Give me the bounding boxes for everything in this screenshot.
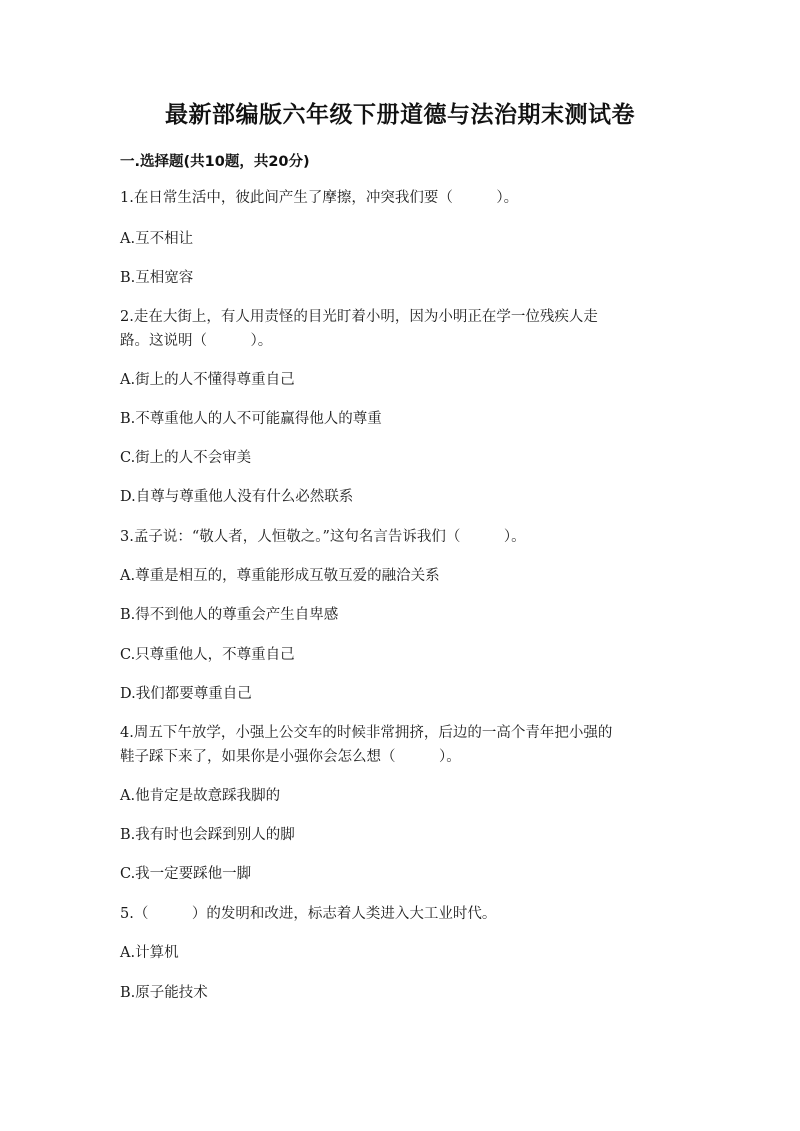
question-2-stem-line-1: 2.走在大街上，有人用责怪的目光盯着小明，因为小明正在学一位残疾人走 (120, 309, 598, 325)
question-5-stem: 5.（ ）的发明和改进，标志着人类进入大工业时代。 (120, 906, 497, 922)
question-1-option-b: B.互相宽容 (120, 270, 194, 286)
question-5-option-a: A.计算机 (120, 945, 179, 961)
question-2-option-c: C.街上的人不会审美 (120, 450, 252, 466)
question-2-stem-line-2: 路。这说明（ ）。 (120, 333, 273, 349)
question-2-option-b: B.不尊重他人的人不可能赢得他人的尊重 (120, 411, 382, 427)
question-5-option-b: B.原子能技术 (120, 985, 208, 1001)
question-4-stem-line-1: 4.周五下午放学，小强上公交车的时候非常拥挤，后边的一高个青年把小强的 (120, 725, 613, 741)
question-1-option-a: A.互不相让 (120, 231, 194, 247)
question-4-option-c: C.我一定要踩他一脚 (120, 866, 252, 882)
question-2-option-d: D.自尊与尊重他人没有什么必然联系 (120, 489, 354, 505)
page-title: 最新部编版六年级下册道德与法治期末测试卷 (165, 102, 635, 128)
question-3-option-a: A.尊重是相互的，尊重能形成互敬互爱的融洽关系 (120, 568, 440, 584)
question-3-option-c: C.只尊重他人，不尊重自己 (120, 647, 295, 663)
question-4-option-a: A.他肯定是故意踩我脚的 (120, 788, 281, 804)
question-2-option-a: A.街上的人不懂得尊重自己 (120, 372, 295, 388)
question-3-stem: 3.孟子说：“敬人者，人恒敬之。”这句名言告诉我们（ ）。 (120, 529, 526, 545)
question-1-stem: 1.在日常生活中，彼此间产生了摩擦，冲突我们要（ ）。 (120, 190, 519, 206)
question-3-option-b: B.得不到他人的尊重会产生自卑感 (120, 607, 339, 623)
question-4-stem-line-2: 鞋子踩下来了，如果你是小强你会怎么想（ ）。 (120, 749, 461, 765)
question-3-option-d: D.我们都要尊重自己 (120, 686, 252, 702)
question-4-option-b: B.我有时也会踩到别人的脚 (120, 827, 295, 843)
section-heading: 一.选择题(共10题，共20分) (120, 154, 310, 170)
